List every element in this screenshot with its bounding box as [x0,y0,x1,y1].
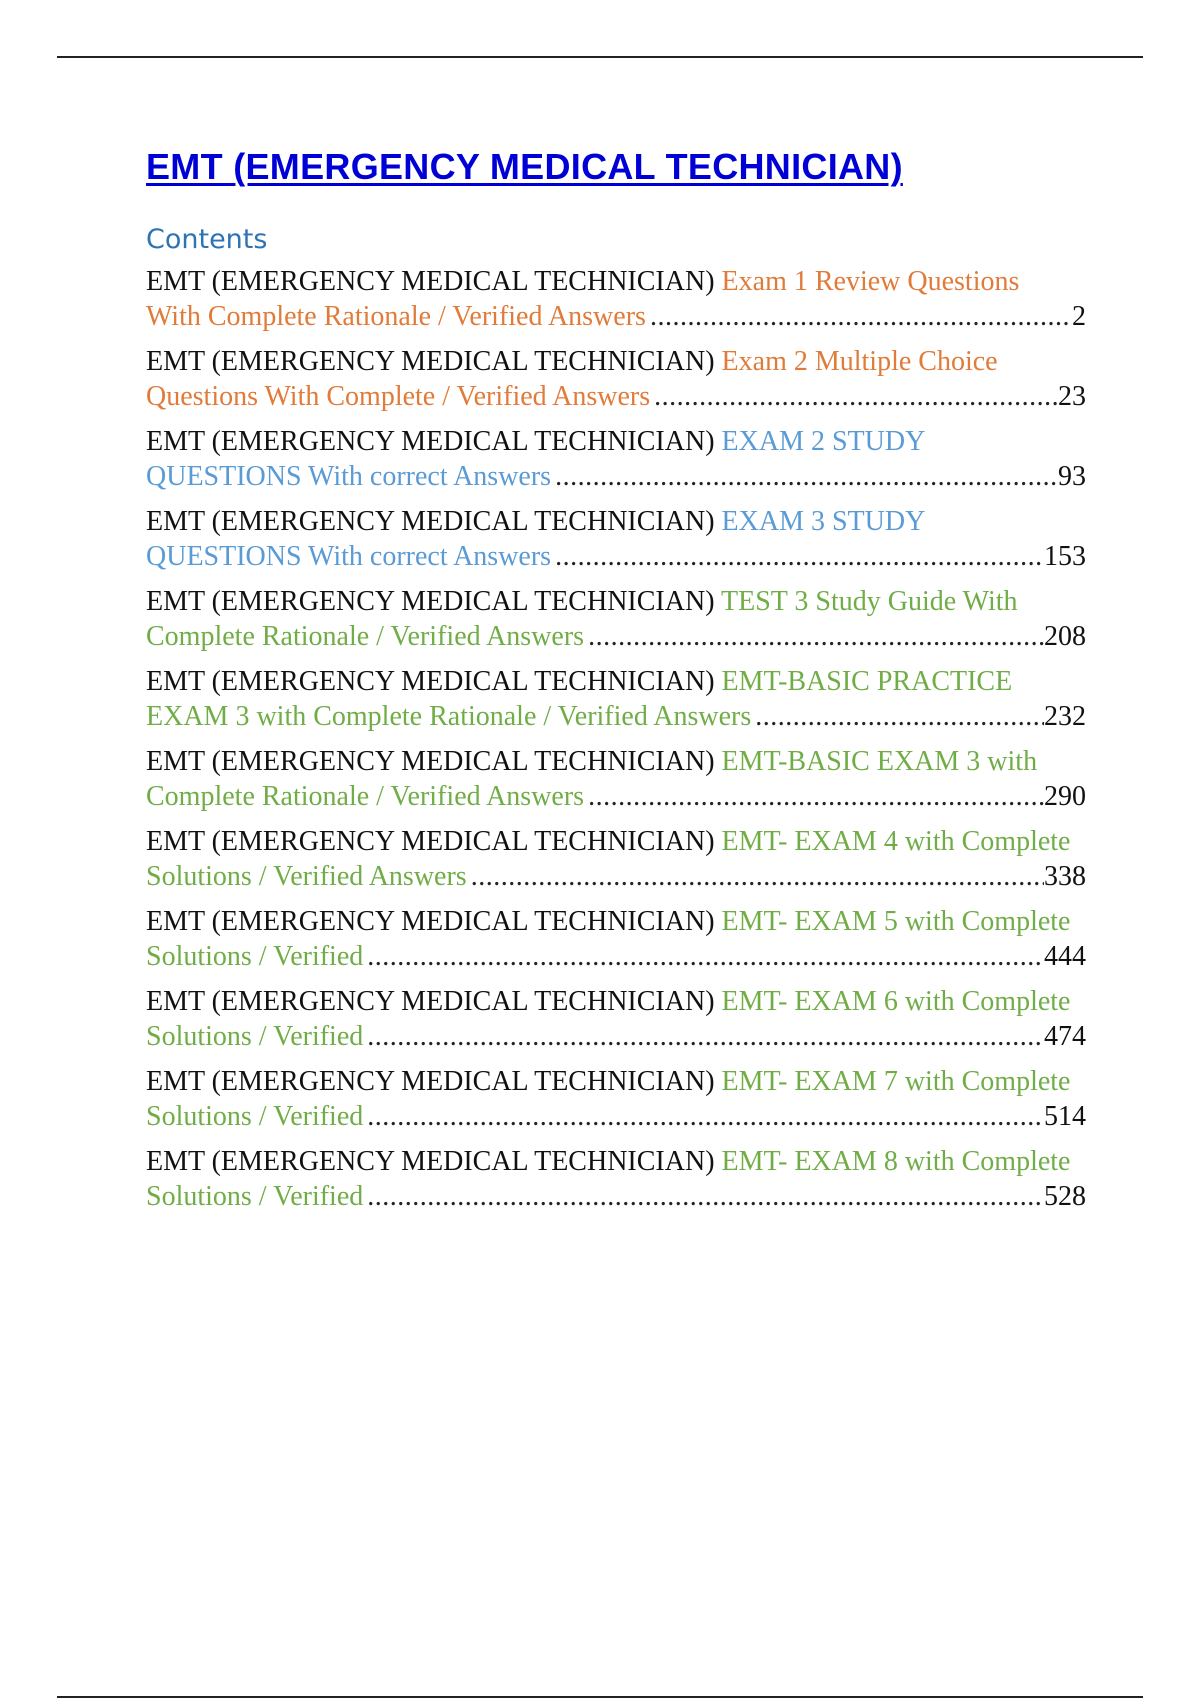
toc-entry-title[interactable]: EMT-BASIC PRACTICE [721,666,1013,697]
toc-entry-line1 [146,744,1086,779]
toc-entry[interactable] [146,424,1086,494]
toc-page-number[interactable]: 93 [1058,461,1086,492]
toc-entry-title[interactable]: EMT- EXAM 8 with Complete [721,1146,1071,1177]
toc-entry-prefix: EMT (EMERGENCY MEDICAL TECHNICIAN) [146,826,715,857]
toc-entry[interactable] [146,504,1086,574]
toc-entry-line1 [146,664,1086,699]
toc-entry-line2 [146,939,1086,974]
dot-leader [555,539,1044,574]
toc-entry-title-continued[interactable]: Solutions / Verified Answers [146,861,467,892]
toc-entry-line2 [146,459,1086,494]
toc-page-number[interactable]: 208 [1044,621,1086,652]
toc-entry-line1 [146,344,1086,379]
toc-page-number[interactable]: 232 [1044,701,1086,732]
toc-entry-title[interactable]: EXAM 3 STUDY [721,506,926,537]
dot-leader [650,299,1072,334]
toc-entry[interactable] [146,904,1086,974]
toc-entry-title[interactable]: EXAM 2 STUDY [721,426,926,457]
toc-entry-prefix: EMT (EMERGENCY MEDICAL TECHNICIAN) [146,1146,715,1177]
toc-entry-line2 [146,619,1086,654]
toc-entry-line2 [146,1019,1086,1054]
toc-entry-line1 [146,1144,1086,1179]
dot-leader [755,699,1044,734]
toc-page-number[interactable]: 23 [1058,381,1086,412]
toc-entry-title[interactable]: Exam 1 Review Questions [721,266,1020,297]
toc-entry-title-continued[interactable]: QUESTIONS With correct Answers [146,541,552,572]
toc-page-number[interactable]: 514 [1044,1101,1086,1132]
toc-entry-title[interactable]: EMT- EXAM 4 with Complete [721,826,1071,857]
toc-entry[interactable] [146,744,1086,814]
toc-entry-title-continued[interactable]: Complete Rationale / Verified Answers [146,621,585,652]
dot-leader [654,379,1058,414]
toc-entry-line1 [146,504,1086,539]
top-rule [57,56,1143,58]
toc-entry[interactable] [146,1064,1086,1134]
dot-leader [588,779,1044,814]
toc-page-number[interactable]: 153 [1044,541,1086,572]
toc-entry-title[interactable]: EMT- EXAM 7 with Complete [721,1066,1071,1097]
toc-entry-prefix: EMT (EMERGENCY MEDICAL TECHNICIAN) [146,266,715,297]
toc-entry-line2 [146,699,1086,734]
toc-entry-line2 [146,859,1086,894]
toc-entry-title[interactable]: Exam 2 Multiple Choice [721,346,998,377]
toc-entry-title-continued[interactable]: With Complete Rationale / Verified Answers [146,301,646,332]
toc-entry-title-continued[interactable]: Solutions / Verified [146,1101,364,1132]
toc-entry-line2 [146,299,1086,334]
toc-entry-prefix: EMT (EMERGENCY MEDICAL TECHNICIAN) [146,1066,715,1097]
contents-heading: Contents [146,224,268,255]
dot-leader [367,1019,1044,1054]
toc-entry-title[interactable]: TEST 3 Study Guide With [721,586,1018,617]
toc-entry-line1 [146,904,1086,939]
toc-entry-title-continued[interactable]: Solutions / Verified [146,1181,364,1212]
toc-entry-title-continued[interactable]: Solutions / Verified [146,1021,364,1052]
toc-entry-line1 [146,984,1086,1019]
toc-page-number[interactable]: 290 [1044,781,1086,812]
toc-entry-title-continued[interactable]: Questions With Complete / Verified Answers [146,381,651,412]
toc-entry-prefix: EMT (EMERGENCY MEDICAL TECHNICIAN) [146,346,715,377]
bottom-rule [57,1696,1143,1698]
dot-leader [367,1179,1044,1214]
toc-entry-line1 [146,1064,1086,1099]
dot-leader [588,619,1044,654]
toc-entry-line2 [146,1179,1086,1214]
toc-entry-line1 [146,824,1086,859]
toc-entry-prefix: EMT (EMERGENCY MEDICAL TECHNICIAN) [146,906,715,937]
toc-entry[interactable] [146,1144,1086,1214]
toc-page-number[interactable]: 474 [1044,1021,1086,1052]
toc-entry-prefix: EMT (EMERGENCY MEDICAL TECHNICIAN) [146,666,715,697]
toc-entry-prefix: EMT (EMERGENCY MEDICAL TECHNICIAN) [146,426,715,457]
toc-entry-line1 [146,584,1086,619]
dot-leader [471,859,1044,894]
toc-entry-prefix: EMT (EMERGENCY MEDICAL TECHNICIAN) [146,986,715,1017]
document-title: EMT (EMERGENCY MEDICAL TECHNICIAN) [146,146,903,187]
toc-entry[interactable] [146,584,1086,654]
dot-leader [555,459,1058,494]
toc-entry-line2 [146,1099,1086,1134]
toc-entry-title-continued[interactable]: EXAM 3 with Complete Rationale / Verified Answers [146,701,752,732]
toc-entry[interactable] [146,264,1086,334]
toc-page-number[interactable]: 528 [1044,1181,1086,1212]
toc-entry-title-continued[interactable]: Complete Rationale / Verified Answers [146,781,585,812]
toc-entry[interactable] [146,984,1086,1054]
toc-entry-line1 [146,424,1086,459]
toc-entry-prefix: EMT (EMERGENCY MEDICAL TECHNICIAN) [146,586,715,617]
toc-page-number[interactable]: 444 [1044,941,1086,972]
toc-entry-title-continued[interactable]: Solutions / Verified [146,941,364,972]
toc-entry-title-continued[interactable]: QUESTIONS With correct Answers [146,461,552,492]
toc-entry-line1 [146,264,1086,299]
toc-entry-title[interactable]: EMT- EXAM 5 with Complete [721,906,1071,937]
toc-page-number[interactable]: 338 [1044,861,1086,892]
dot-leader [367,1099,1044,1134]
toc-entry-title[interactable]: EMT- EXAM 6 with Complete [721,986,1071,1017]
toc-entry[interactable] [146,344,1086,414]
table-of-contents [146,264,1086,1224]
toc-entry-line2 [146,539,1086,574]
toc-entry-title[interactable]: EMT-BASIC EXAM 3 with [721,746,1038,777]
toc-page-number[interactable]: 2 [1072,301,1086,332]
toc-entry-prefix: EMT (EMERGENCY MEDICAL TECHNICIAN) [146,746,715,777]
toc-entry[interactable] [146,824,1086,894]
toc-entry-line2 [146,379,1086,414]
dot-leader [367,939,1044,974]
toc-entry-line2 [146,779,1086,814]
toc-entry-prefix: EMT (EMERGENCY MEDICAL TECHNICIAN) [146,506,715,537]
toc-entry[interactable] [146,664,1086,734]
